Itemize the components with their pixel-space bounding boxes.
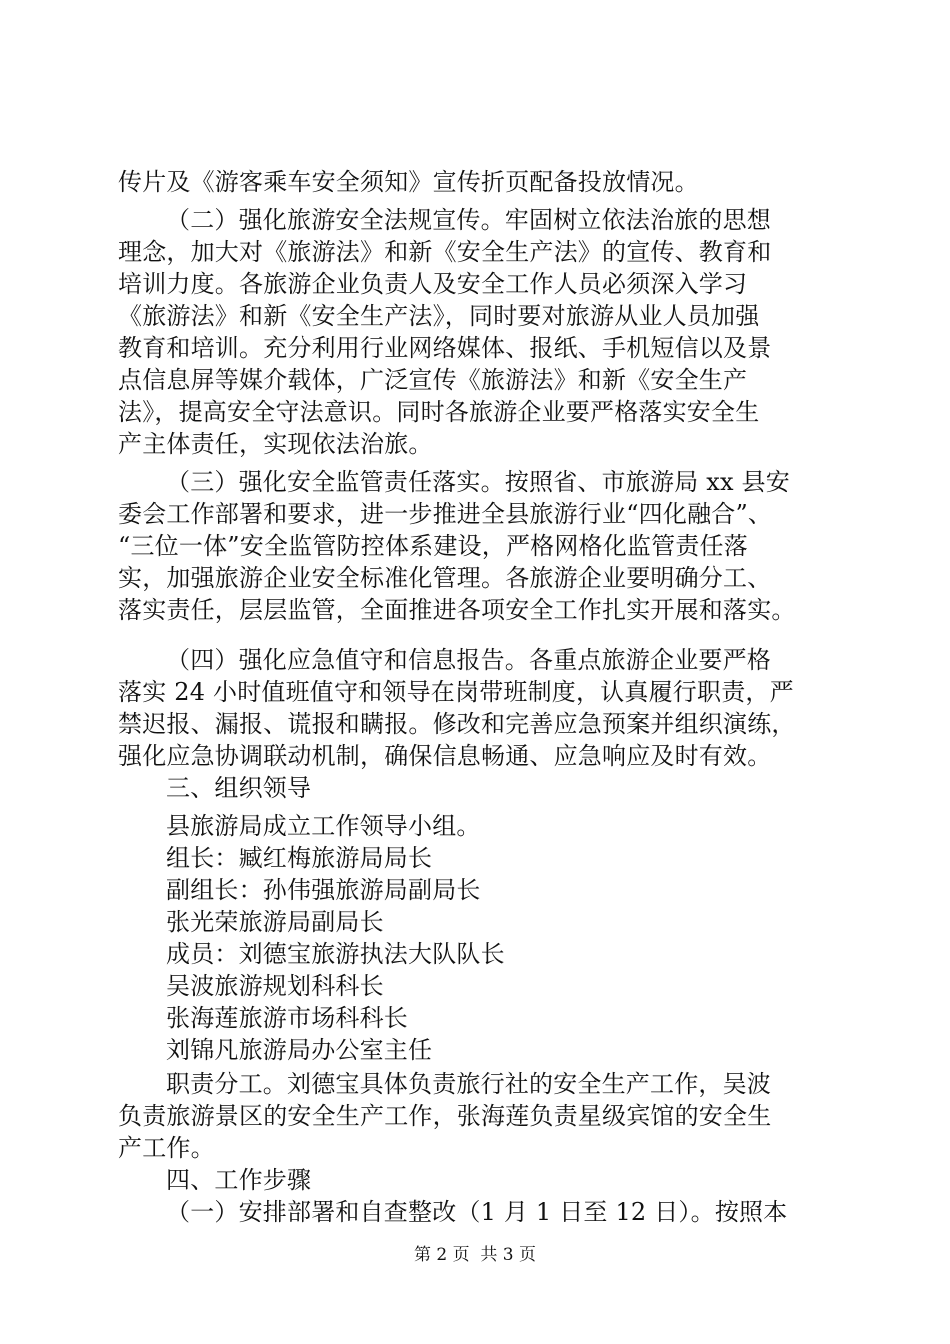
section-heading: 四、工作步骤 — [166, 1166, 312, 1194]
paragraph-heading-line: （四）强化应急值守和信息报告。各重点旅游企业要严格 — [166, 646, 771, 674]
text-line: 点信息屏等媒介载体，广泛宣传《旅游法》和新《安全生产 — [118, 366, 748, 394]
text-line: 实，加强旅游企业安全标准化管理。各旅游企业要明确分工、 — [118, 564, 772, 592]
text-line: “三位一体”安全监管防控体系建设，严格网格化监管责任落 — [118, 532, 748, 560]
text-line: 张海莲旅游市场科科长 — [166, 1004, 408, 1032]
text-line: 组长：臧红梅旅游局局长 — [166, 844, 433, 872]
text-line: 县旅游局成立工作领导小组。 — [166, 812, 481, 840]
paragraph-heading-line: （二）强化旅游安全法规宣传。牢固树立依法治旅的思想 — [166, 206, 771, 234]
text-line: 委会工作部署和要求，进一步推进全县旅游行业“四化融合”、 — [118, 500, 773, 528]
text-line: 产主体责任，实现依法治旅。 — [118, 430, 433, 458]
section-heading: 三、组织领导 — [166, 774, 312, 802]
text-line: 教育和培训。充分利用行业网络媒体、报纸、手机短信以及景 — [118, 334, 772, 362]
text-line: 法》，提高安全守法意识。同时各旅游企业要严格落实安全生 — [118, 398, 760, 426]
text-line: 落实责任，层层监管，全面推进各项安全工作扎实开展和落实。 — [118, 596, 796, 624]
text-line: 落实 24 小时值班值守和领导在岗带班制度，认真履行职责，严 — [118, 678, 794, 706]
text-line: 理念，加大对《旅游法》和新《安全生产法》的宣传、教育和 — [118, 238, 772, 266]
page-number-footer: 第 2 页 共 3 页 — [413, 1245, 537, 1265]
text-line: 负责旅游景区的安全生产工作，张海莲负责星级宾馆的安全生 — [118, 1102, 772, 1130]
paragraph-heading-line: （一）安排部署和自查整改（1 月 1 日至 12 日）。按照本 — [166, 1198, 788, 1226]
text-line: 刘锦凡旅游局办公室主任 — [166, 1036, 433, 1064]
text-line: 禁迟报、漏报、谎报和瞒报。修改和完善应急预案并组织演练， — [118, 710, 796, 738]
text-line: 成员：刘德宝旅游执法大队队长 — [166, 940, 505, 968]
text-line: 职责分工。刘德宝具体负责旅行社的安全生产工作，吴波 — [166, 1070, 771, 1098]
text-line: 《旅游法》和新《安全生产法》，同时要对旅游从业人员加强 — [118, 302, 760, 330]
text-line: 副组长：孙伟强旅游局副局长 — [166, 876, 481, 904]
paragraph-heading-line: （三）强化安全监管责任落实。按照省、市旅游局 xx 县安 — [166, 468, 790, 496]
text-line: 吴波旅游规划科科长 — [166, 972, 384, 1000]
text-line: 强化应急协调联动机制，确保信息畅通、应急响应及时有效。 — [118, 742, 772, 770]
text-line: 张光荣旅游局副局长 — [166, 908, 384, 936]
text-line: 传片及《游客乘车安全须知》宣传折页配备投放情况。 — [118, 168, 699, 196]
text-line: 培训力度。各旅游企业负责人及安全工作人员必须深入学习 — [118, 270, 748, 298]
text-line: 产工作。 — [118, 1134, 215, 1162]
